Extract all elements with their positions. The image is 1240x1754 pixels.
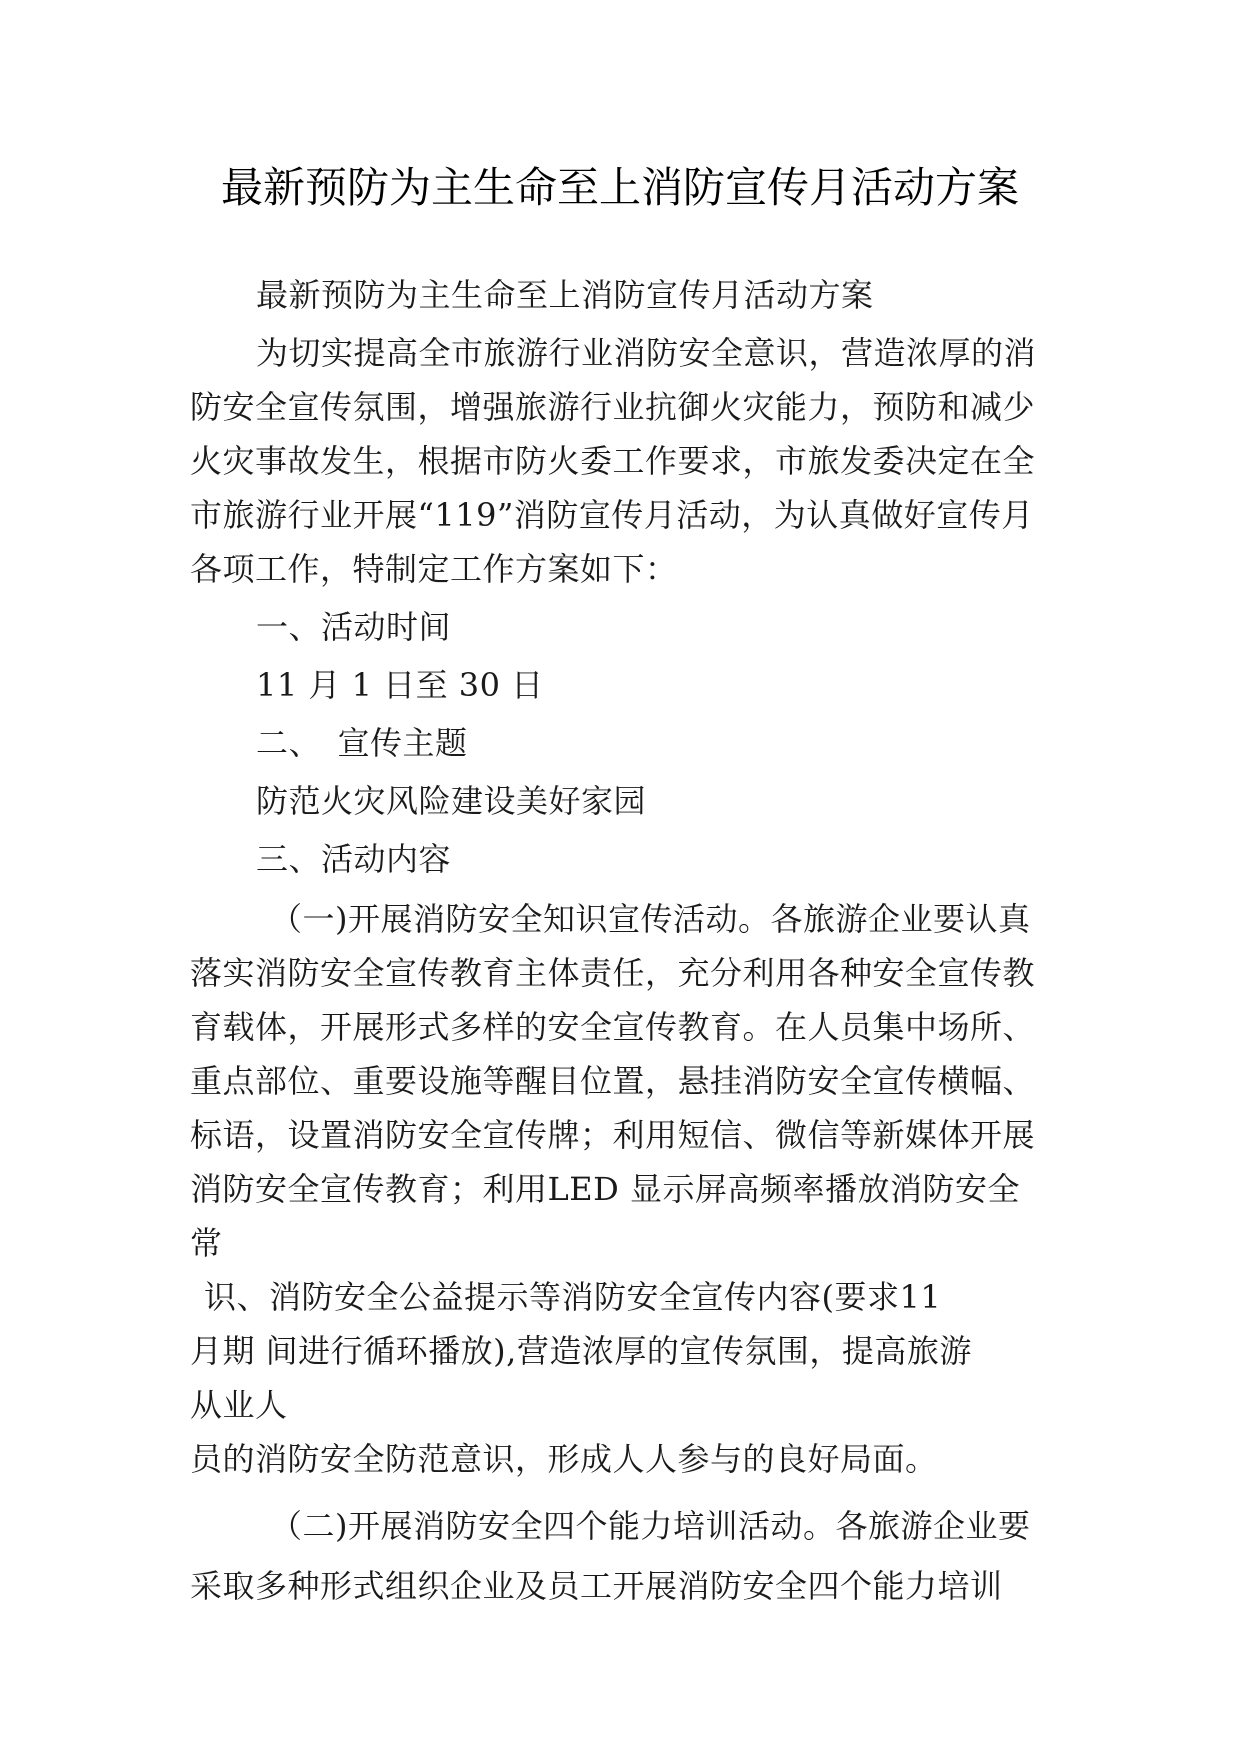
content-item-1-line-2: 识、消防安全公益提示等消防安全宣传内容(要求11: [204, 1278, 942, 1316]
document-body: [190, 270, 1050, 1616]
document-title: 最新预防为主生命至上消防宣传月活动方案: [220, 163, 1019, 212]
content-item-1-line-5: 员的消防安全防范意识，形成人人参与的良好局面。: [190, 1440, 938, 1478]
content-item-1-line-1: （一)开展消防安全知识宣传活动。各旅游企业要认真落实消防安全宣传教育主体责任，充分利用各种安全宣传教育载体，开展形式多样的安全宣传教育。在人员集中场所、重点部位、重要设施等醒目位置，悬挂消防安全宣传横幅、标语，设置消防安全宣传牌；利用短信、微信等新媒体开展消防安全宣传教育；利用LED 显示屏高频率播放消防安全常: [190, 900, 1036, 1262]
content-item-1-line-4: 从业人: [190, 1386, 288, 1424]
content-item-2: （二)开展消防安全四个能力培训活动。各旅游企业要采取多种形式组织企业及员工开展消防安全四个能力培训: [190, 1507, 1031, 1605]
document-subtitle: 最新预防为主生命至上消防宣传月活动方案: [256, 276, 874, 314]
content-item-1-line-3: 月期 间进行循环播放),营造浓厚的宣传氛围，提高旅游: [190, 1332, 972, 1370]
theme-text: 防范火灾风险建设美好家园: [256, 782, 647, 820]
intro-paragraph: 为切实提高全市旅游行业消防安全意识，营造浓厚的消防安全宣传氛围，增强旅游行业抗御火灾能力，预防和减少火灾事故发生，根据市防火委工作要求，市旅发委决定在全市旅游行业开展“119”消防宣传月活动，为认真做好宣传月各项工作，特制定工作方案如下：: [190, 334, 1037, 588]
section-heading-time: 一、活动时间: [256, 608, 452, 646]
activity-dates: 11 月 1 日至 30 日: [256, 666, 544, 704]
section-heading-theme: 二、 宣传主题: [256, 724, 468, 762]
section-heading-content: 三、活动内容: [256, 840, 452, 878]
